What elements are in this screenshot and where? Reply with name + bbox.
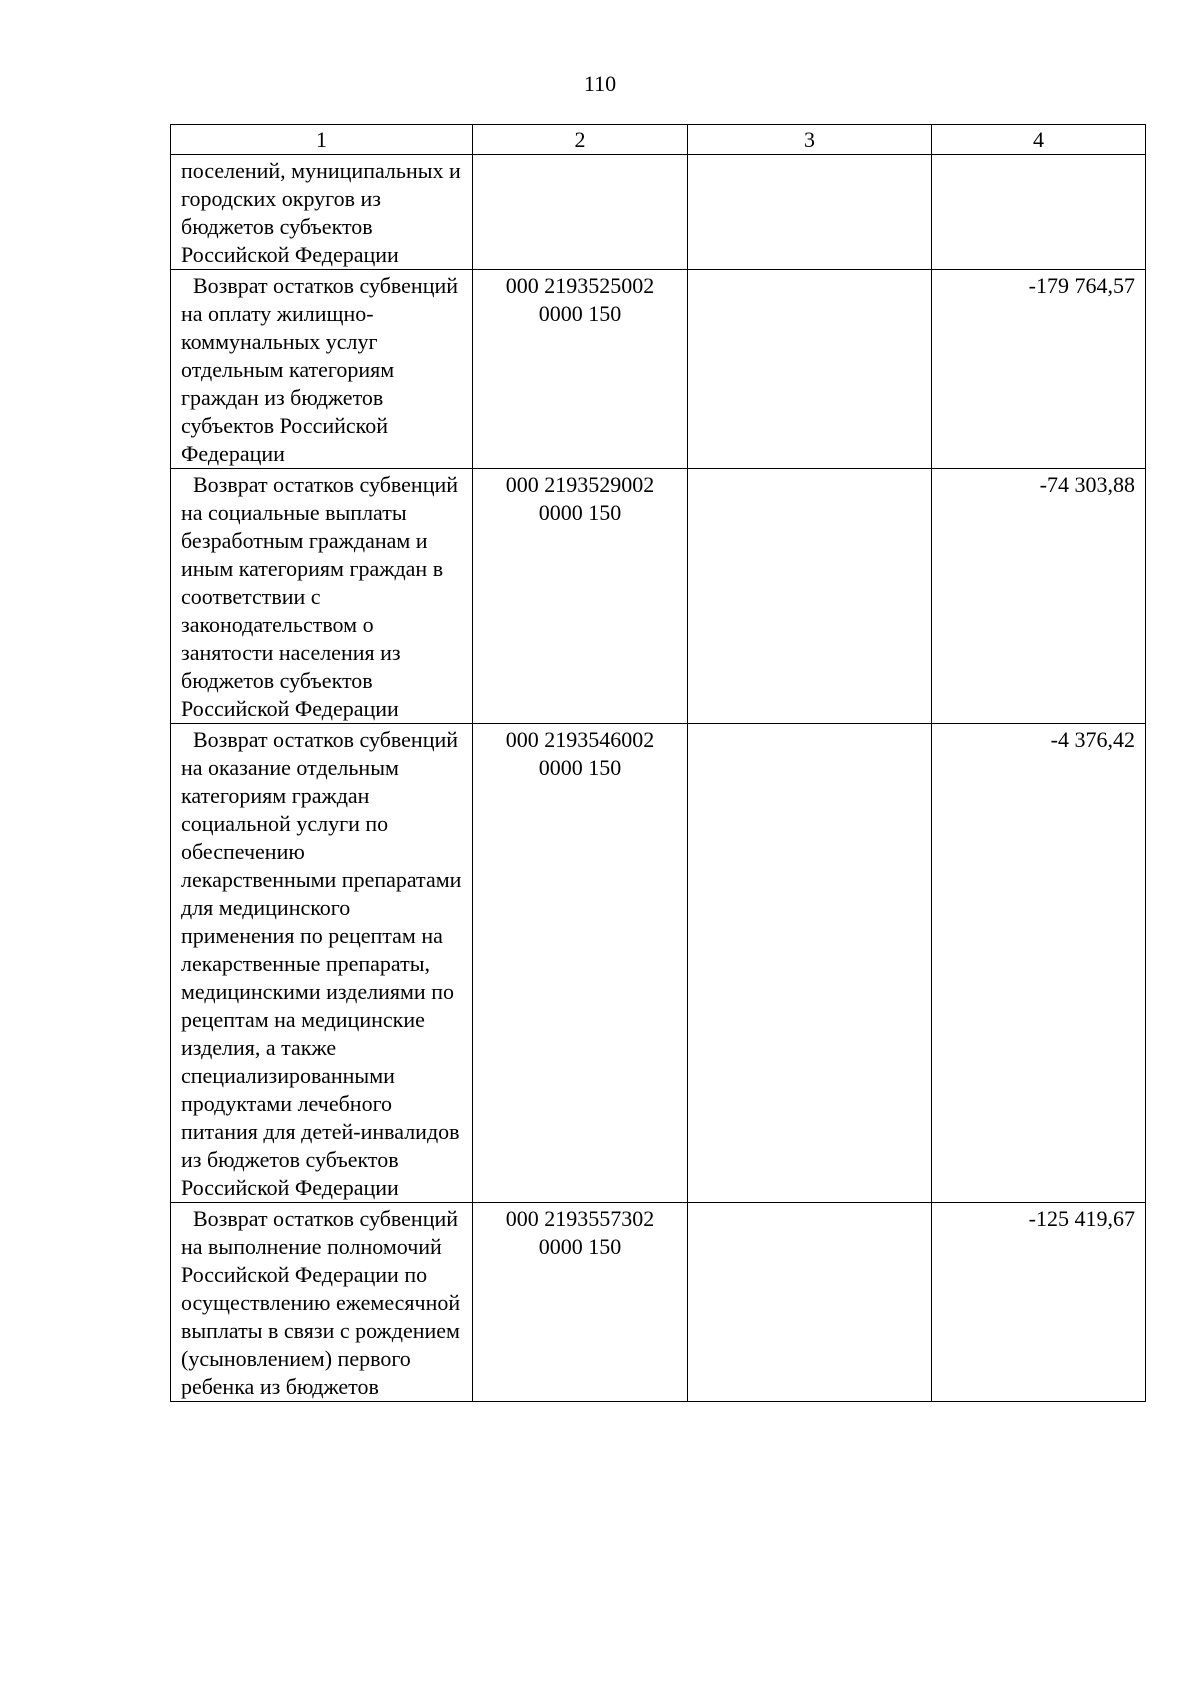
row-col3 [688,469,932,724]
row-amount: -74 303,88 [932,469,1146,724]
column-header-2: 2 [473,125,688,155]
row-name-cell [171,469,473,724]
table-row [171,724,1146,1203]
column-header-3: 3 [688,125,932,155]
table-row [171,155,1146,270]
row-name: Возврат остатков субвенций на оказание отдельным категориям граждан социальной услуги по обеспечению лекарственными препаратами для медицинского применения по рецептам на лекарственные препараты, медицинскими изделиями по рецептам на медицинские изделия, а также специализированными продуктами лечебного питания для детей-инвалидов из бюджетов субъектов Российской Федерации [181,727,462,1200]
row-code: 000 2193557302 0000 150 [473,1203,688,1402]
table-row [171,270,1146,469]
row-code: 000 2193546002 0000 150 [473,724,688,1203]
row-name: Возврат остатков субвенций на оплату жилищно-коммунальных услуг отдельным категориям граждан из бюджетов субъектов Российской Федерации [181,273,459,466]
row-name: Возврат остатков субвенций на социальные выплаты безработным гражданам и иным категориям граждан в соответствии с законодательством о занятости населения из бюджетов субъектов Российской Федерации [181,472,459,721]
row-name-cell [171,724,473,1203]
page-number: 110 [583,71,617,96]
row-name-cell [171,270,473,469]
row-name-cell [171,155,473,270]
row-col3 [688,724,932,1203]
row-amount: -4 376,42 [932,724,1146,1203]
table-row [171,1203,1146,1402]
table-row [171,469,1146,724]
row-code: 000 2193525002 0000 150 [473,270,688,469]
row-amount: -179 764,57 [932,270,1146,469]
row-amount: -125 419,67 [932,1203,1146,1402]
column-header-4: 4 [932,125,1146,155]
row-code [473,155,688,270]
row-col3 [688,155,932,270]
row-name: Возврат остатков субвенций на выполнение полномочий Российской Федерации по осуществлению ежемесячной выплаты в связи с рождением (усыновлением) первого ребенка из бюджетов [181,1206,461,1399]
table-header-row [171,125,1146,155]
row-name-cell [171,1203,473,1402]
column-header-1: 1 [171,125,473,155]
row-code: 000 2193529002 0000 150 [473,469,688,724]
row-name: поселений, муниципальных и городских округов из бюджетов субъектов Российской Федерации [181,158,461,267]
budget-table [170,124,1146,1402]
row-col3 [688,1203,932,1402]
row-amount [932,155,1146,270]
row-col3 [688,270,932,469]
